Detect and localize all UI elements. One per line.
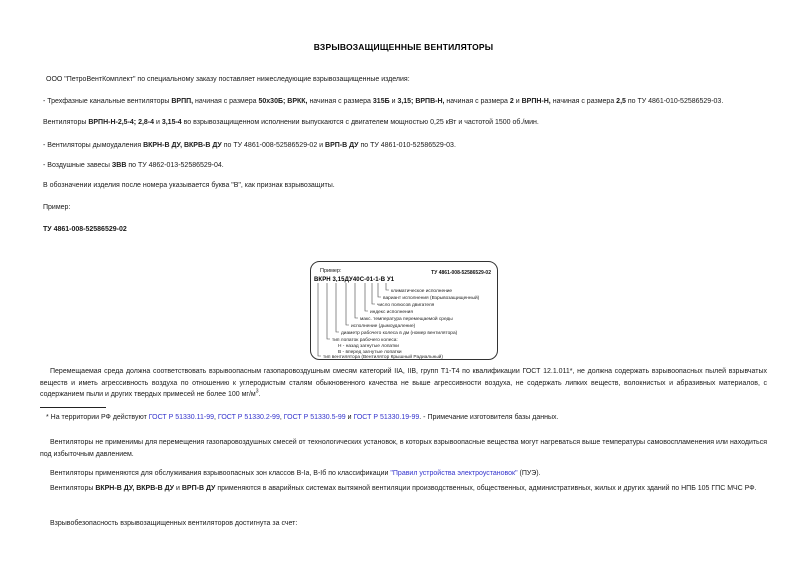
diagram-label: индекс исполнения bbox=[370, 310, 413, 315]
diagram-label: В - вперед загнутые лопатки bbox=[338, 350, 402, 355]
text-run: . bbox=[258, 391, 261, 398]
paragraph-list-item bbox=[40, 160, 767, 172]
text-run: , bbox=[279, 414, 284, 421]
text-run: 2 bbox=[509, 98, 514, 105]
paragraph-body bbox=[40, 180, 767, 192]
footnote bbox=[40, 412, 767, 424]
diagram-tu-number: ТУ 4861-008-52586529-02 bbox=[431, 270, 491, 276]
text-run: 3,15-4 bbox=[161, 119, 182, 126]
text-run: В обозначении изделия после номера указывается буква "В", как признак взрывозащиты. bbox=[43, 182, 335, 189]
text-run: (ПУЭ). bbox=[517, 470, 541, 477]
text-run: по ТУ 4861-010-52586529-03. bbox=[358, 142, 456, 149]
text-run: 3 bbox=[255, 388, 259, 395]
paragraph-zones bbox=[40, 468, 767, 480]
text-run: ВКРН-В ДУ, ВКРВ-В ДУ bbox=[95, 485, 175, 492]
text-run: Вентиляторы bbox=[43, 119, 89, 126]
text-run: * На территории РФ действуют bbox=[46, 414, 149, 421]
diagram-label: климатическое исполнение bbox=[391, 289, 453, 294]
diagram-label: вариант исполнения (Взрывозащищенный) bbox=[383, 296, 480, 301]
text-run: ВРПН-Н-2,5-4; 2,8-4 bbox=[88, 119, 155, 126]
designation-diagram-svg bbox=[310, 261, 498, 360]
paragraph-tu-number bbox=[40, 224, 767, 236]
paragraph-body bbox=[40, 117, 767, 129]
text-run: ВРП-В ДУ bbox=[181, 485, 216, 492]
text-run: и bbox=[154, 119, 162, 126]
text-run: ВРПН-Н, bbox=[521, 98, 551, 105]
footnote-rule bbox=[40, 407, 106, 408]
text-run: - Вентиляторы дымоудаления bbox=[43, 142, 144, 149]
text-run: 315Б bbox=[372, 98, 390, 105]
paragraph-applications bbox=[40, 483, 767, 495]
text-run: начиная с размера bbox=[550, 98, 617, 105]
text-run: - Трехфазные канальные вентиляторы bbox=[43, 98, 172, 105]
paragraph-example-head bbox=[40, 202, 767, 214]
text-run: ВРПП, bbox=[171, 98, 194, 105]
text-run: Вентиляторы применяются для обслуживания взрывоопасных зон классов В-Iа, В-Iб по классификации bbox=[50, 470, 391, 477]
text-run: и bbox=[174, 485, 182, 492]
text-run: Вентиляторы не применимы для перемещения газопаровоздушных смесей от технологических установок, в которых взрывоопасные вещества могут нагреваться выше температуры самовоспламенения или находиться под избыточным давлением. bbox=[40, 439, 767, 458]
text-link[interactable]: ГОСТ Р 51330.19-99 bbox=[353, 414, 420, 421]
text-run: ВРП-В ДУ bbox=[325, 142, 359, 149]
text-run: и bbox=[345, 414, 354, 421]
diagram-caption: Пример: bbox=[320, 268, 342, 274]
text-run: 3,15; ВРПВ-Н, bbox=[397, 98, 445, 105]
diagram-label: тип лопаток рабочего колеса: bbox=[332, 338, 398, 343]
text-link[interactable]: ГОСТ Р 51330.2-99 bbox=[217, 414, 280, 421]
text-run: и bbox=[513, 98, 522, 105]
paragraph-intro bbox=[40, 74, 767, 86]
text-run: 50х30Б; ВРКК, bbox=[258, 98, 308, 105]
text-run: начиная с размера bbox=[307, 98, 373, 105]
page-title: ВЗРЫВОЗАЩИЩЕННЫЕ ВЕНТИЛЯТОРЫ bbox=[313, 42, 494, 52]
designation-diagram bbox=[310, 261, 498, 360]
paragraph-safety-head bbox=[40, 518, 767, 530]
paragraph-list-item bbox=[40, 140, 767, 152]
text-run: ТУ 4861-008-52586529-02 bbox=[43, 226, 127, 233]
text-run: , bbox=[214, 414, 218, 421]
text-run: начиная с размера bbox=[444, 98, 510, 105]
diagram-label: Н - назад загнутые лопатки bbox=[338, 344, 399, 349]
text-run: по ТУ 4861-010-52586529-03. bbox=[625, 98, 724, 105]
text-run: по ТУ 4862-013-52586529-04. bbox=[126, 162, 224, 169]
text-link[interactable]: "Правил устройства электроустановок" bbox=[390, 470, 518, 477]
diagram-label: диаметр рабочего колеса в дм (номер вентилятора) bbox=[341, 331, 458, 336]
text-run: 2,5 bbox=[616, 98, 626, 105]
text-run: применяются в аварийных системах вытяжной вентиляции производственных, общественных, административных, жилых и других зданий по НПБ 105 ГПС МЧС РФ. bbox=[215, 485, 757, 492]
text-run: Взрывобезопасность взрывозащищенных вентиляторов достигнута за счет: bbox=[50, 520, 298, 527]
text-run: ООО "ПетроВентКомплект" по специальному заказу поставляет нижеследующие взрывозащищенные изделия: bbox=[46, 76, 410, 83]
text-run: по ТУ 4861-008-52586529-02 и bbox=[221, 142, 326, 149]
text-link[interactable]: ГОСТ Р 51330.5-99 bbox=[283, 414, 346, 421]
text-run: Вентиляторы bbox=[50, 485, 96, 492]
text-run: начиная с размера bbox=[193, 98, 259, 105]
text-run: ЗВВ bbox=[111, 162, 127, 169]
text-run: . - Примечание изготовителя базы данных. bbox=[419, 414, 559, 421]
diagram-label: число полюсов двигателя bbox=[377, 303, 435, 308]
paragraph-medium-requirements bbox=[40, 366, 767, 401]
paragraph-restrictions bbox=[40, 437, 767, 460]
text-run: Перемещаемая среда должна соответствовать взрывоопасным газопаровоздушным смесям категорий IIA, IIB, групп Т1-Т4 по квалификации ГОСТ 12.1.011*, не должна содержать взрывоопасных пылей взрывчатых веществ и иметь агрессивность воздуха по отношению к углеродистым сталям обыкновенного качества не выше агрессивности воздуха, не содержать липких веществ, волокнистых и абразивных материалов, с содержанием пыли и других твердых примесей не более 100 мг/м bbox=[40, 368, 767, 398]
diagram-label: тип вентилятора (Вентилятор Крышный Радиальный) bbox=[323, 355, 443, 360]
text-run: Пример: bbox=[43, 204, 71, 211]
text-run: ВКРН-В ДУ, ВКРВ-В ДУ bbox=[143, 142, 222, 149]
diagram-label: исполнение (дымоудаление) bbox=[351, 324, 416, 329]
diagram-label: макс. температура перемещаемой среды bbox=[360, 317, 453, 322]
paragraph-list-item bbox=[40, 96, 767, 108]
text-run: во взрывозащищенном исполнении выпускаются с двигателем мощностью 0,25 кВт и частотой 1500 об./мин. bbox=[181, 119, 539, 126]
text-run: - Воздушные завесы bbox=[43, 162, 112, 169]
text-run: и bbox=[389, 98, 398, 105]
text-link[interactable]: ГОСТ Р 51330.11-99 bbox=[148, 414, 215, 421]
fan-designation: ВКРН 3,15ДУ40С-01-1-В У1 bbox=[314, 277, 395, 283]
